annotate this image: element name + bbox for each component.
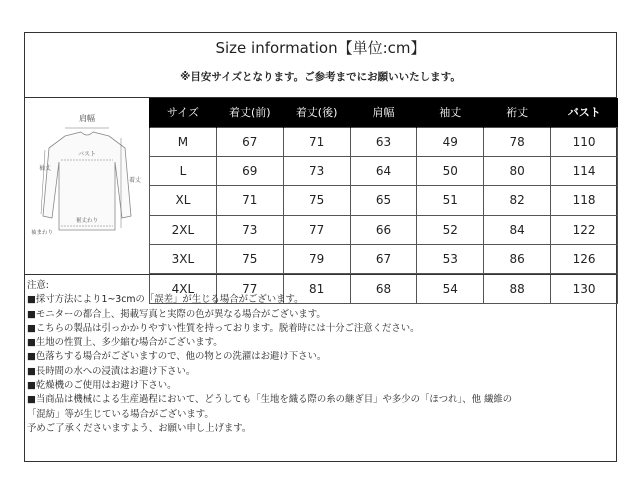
table-header-row	[150, 98, 618, 127]
table-cell: 77	[216, 274, 283, 303]
diagram-label-length: 着丈	[129, 177, 142, 184]
header-length-front: 着丈(前)	[216, 98, 283, 127]
note-line: 「混紡」等が生じている場合がございます。	[27, 408, 214, 420]
size-info-panel	[24, 32, 617, 462]
table-row	[150, 186, 618, 215]
note-line: ■モニターの都合上、掲載写真と実際の色が異なる場合がございます。	[27, 308, 326, 320]
table-row	[150, 156, 618, 185]
divider	[25, 274, 616, 275]
table-cell: 73	[283, 156, 350, 185]
diagram-label-bust: バスト	[77, 151, 97, 158]
size-cell: XL	[150, 186, 217, 215]
table-row	[150, 245, 618, 274]
size-cell: L	[150, 156, 217, 185]
table-cell: 86	[484, 245, 551, 274]
table-cell: 71	[216, 186, 283, 215]
note-line: ■採寸方法により1~3cmの「誤差」が生じる場合がございます。	[27, 294, 304, 306]
table-cell: 49	[417, 127, 484, 156]
table-cell: 71	[283, 127, 350, 156]
table-cell: 67	[216, 127, 283, 156]
header-bust: バスト	[551, 98, 618, 127]
header-sleeve: 袖丈	[417, 98, 484, 127]
diagram-label-sleeve: 袖丈	[39, 165, 52, 172]
size-cell: 2XL	[150, 215, 217, 244]
table-row	[150, 127, 618, 156]
notes-heading: 注意:	[27, 280, 49, 291]
note-line: ■色落ちする場合がございますので、他の物との洗濯はお避け下さい。	[27, 351, 327, 363]
page-title: Size information【単位:cm】	[215, 39, 426, 57]
table-cell: 75	[216, 245, 283, 274]
table-cell: 114	[551, 156, 618, 185]
table-cell: 75	[283, 186, 350, 215]
table-cell: 63	[350, 127, 417, 156]
table-cell: 126	[551, 245, 618, 274]
table-cell: 67	[350, 245, 417, 274]
note-line: ■乾燥機のご使用はお避け下さい。	[27, 380, 177, 392]
table-cell: 69	[216, 156, 283, 185]
note-line: ■生地の性質上、多少縮む場合がございます。	[27, 337, 223, 349]
note-line: ■こちらの製品は引っかかりやすい性質を持っております。脱着時には十分ご注意ください。	[27, 322, 420, 334]
note-line: 予めご了承くださいますよう、お願い申し上げます。	[27, 422, 252, 434]
note-line: ■長時間の水への浸漬はお避け下さい。	[27, 365, 196, 377]
table-cell: 110	[551, 127, 618, 156]
header-length-back: 着丈(後)	[283, 98, 350, 127]
table-cell: 68	[350, 274, 417, 303]
table-cell: 81	[283, 274, 350, 303]
table-cell: 53	[417, 245, 484, 274]
size-cell: 3XL	[150, 245, 217, 274]
note-line: ■当商品は機械による生産過程において、どうしても「生地を織る際の糸の継ぎ目」や多少の「ほつれ」、他 繊維の	[27, 394, 513, 406]
table-cell: 78	[484, 127, 551, 156]
header-size: サイズ	[150, 98, 217, 127]
table-cell: 50	[417, 156, 484, 185]
diagram-label-hem: 裾丈わり	[75, 218, 99, 224]
table-cell: 88	[484, 274, 551, 303]
diagram-label-shoulder: 肩幅	[79, 114, 95, 123]
table-cell: 73	[216, 215, 283, 244]
header-yuki: 裄丈	[484, 98, 551, 127]
table-cell: 84	[484, 215, 551, 244]
table-cell: 64	[350, 156, 417, 185]
table-cell: 118	[551, 186, 618, 215]
table-cell: 80	[484, 156, 551, 185]
reference-note: ※目安サイズとなります。ご参考までにお願いいたします。	[180, 71, 461, 83]
table-cell: 52	[417, 215, 484, 244]
size-cell: 4XL	[150, 274, 217, 303]
shirt-outline-icon	[43, 132, 131, 230]
table-cell: 54	[417, 274, 484, 303]
table-cell: 77	[283, 215, 350, 244]
diagram-label-cuff: 袖まわり	[31, 230, 54, 236]
notes-section	[27, 279, 615, 436]
table-cell: 130	[551, 274, 618, 303]
size-table	[149, 98, 618, 304]
table-cell: 79	[283, 245, 350, 274]
table-cell: 65	[350, 186, 417, 215]
table-cell: 82	[484, 186, 551, 215]
table-cell: 122	[551, 215, 618, 244]
table-cell: 51	[417, 186, 484, 215]
header-shoulder: 肩幅	[350, 98, 417, 127]
table-row	[150, 215, 618, 244]
size-cell: M	[150, 127, 217, 156]
garment-diagram	[25, 98, 149, 274]
table-cell: 66	[350, 215, 417, 244]
